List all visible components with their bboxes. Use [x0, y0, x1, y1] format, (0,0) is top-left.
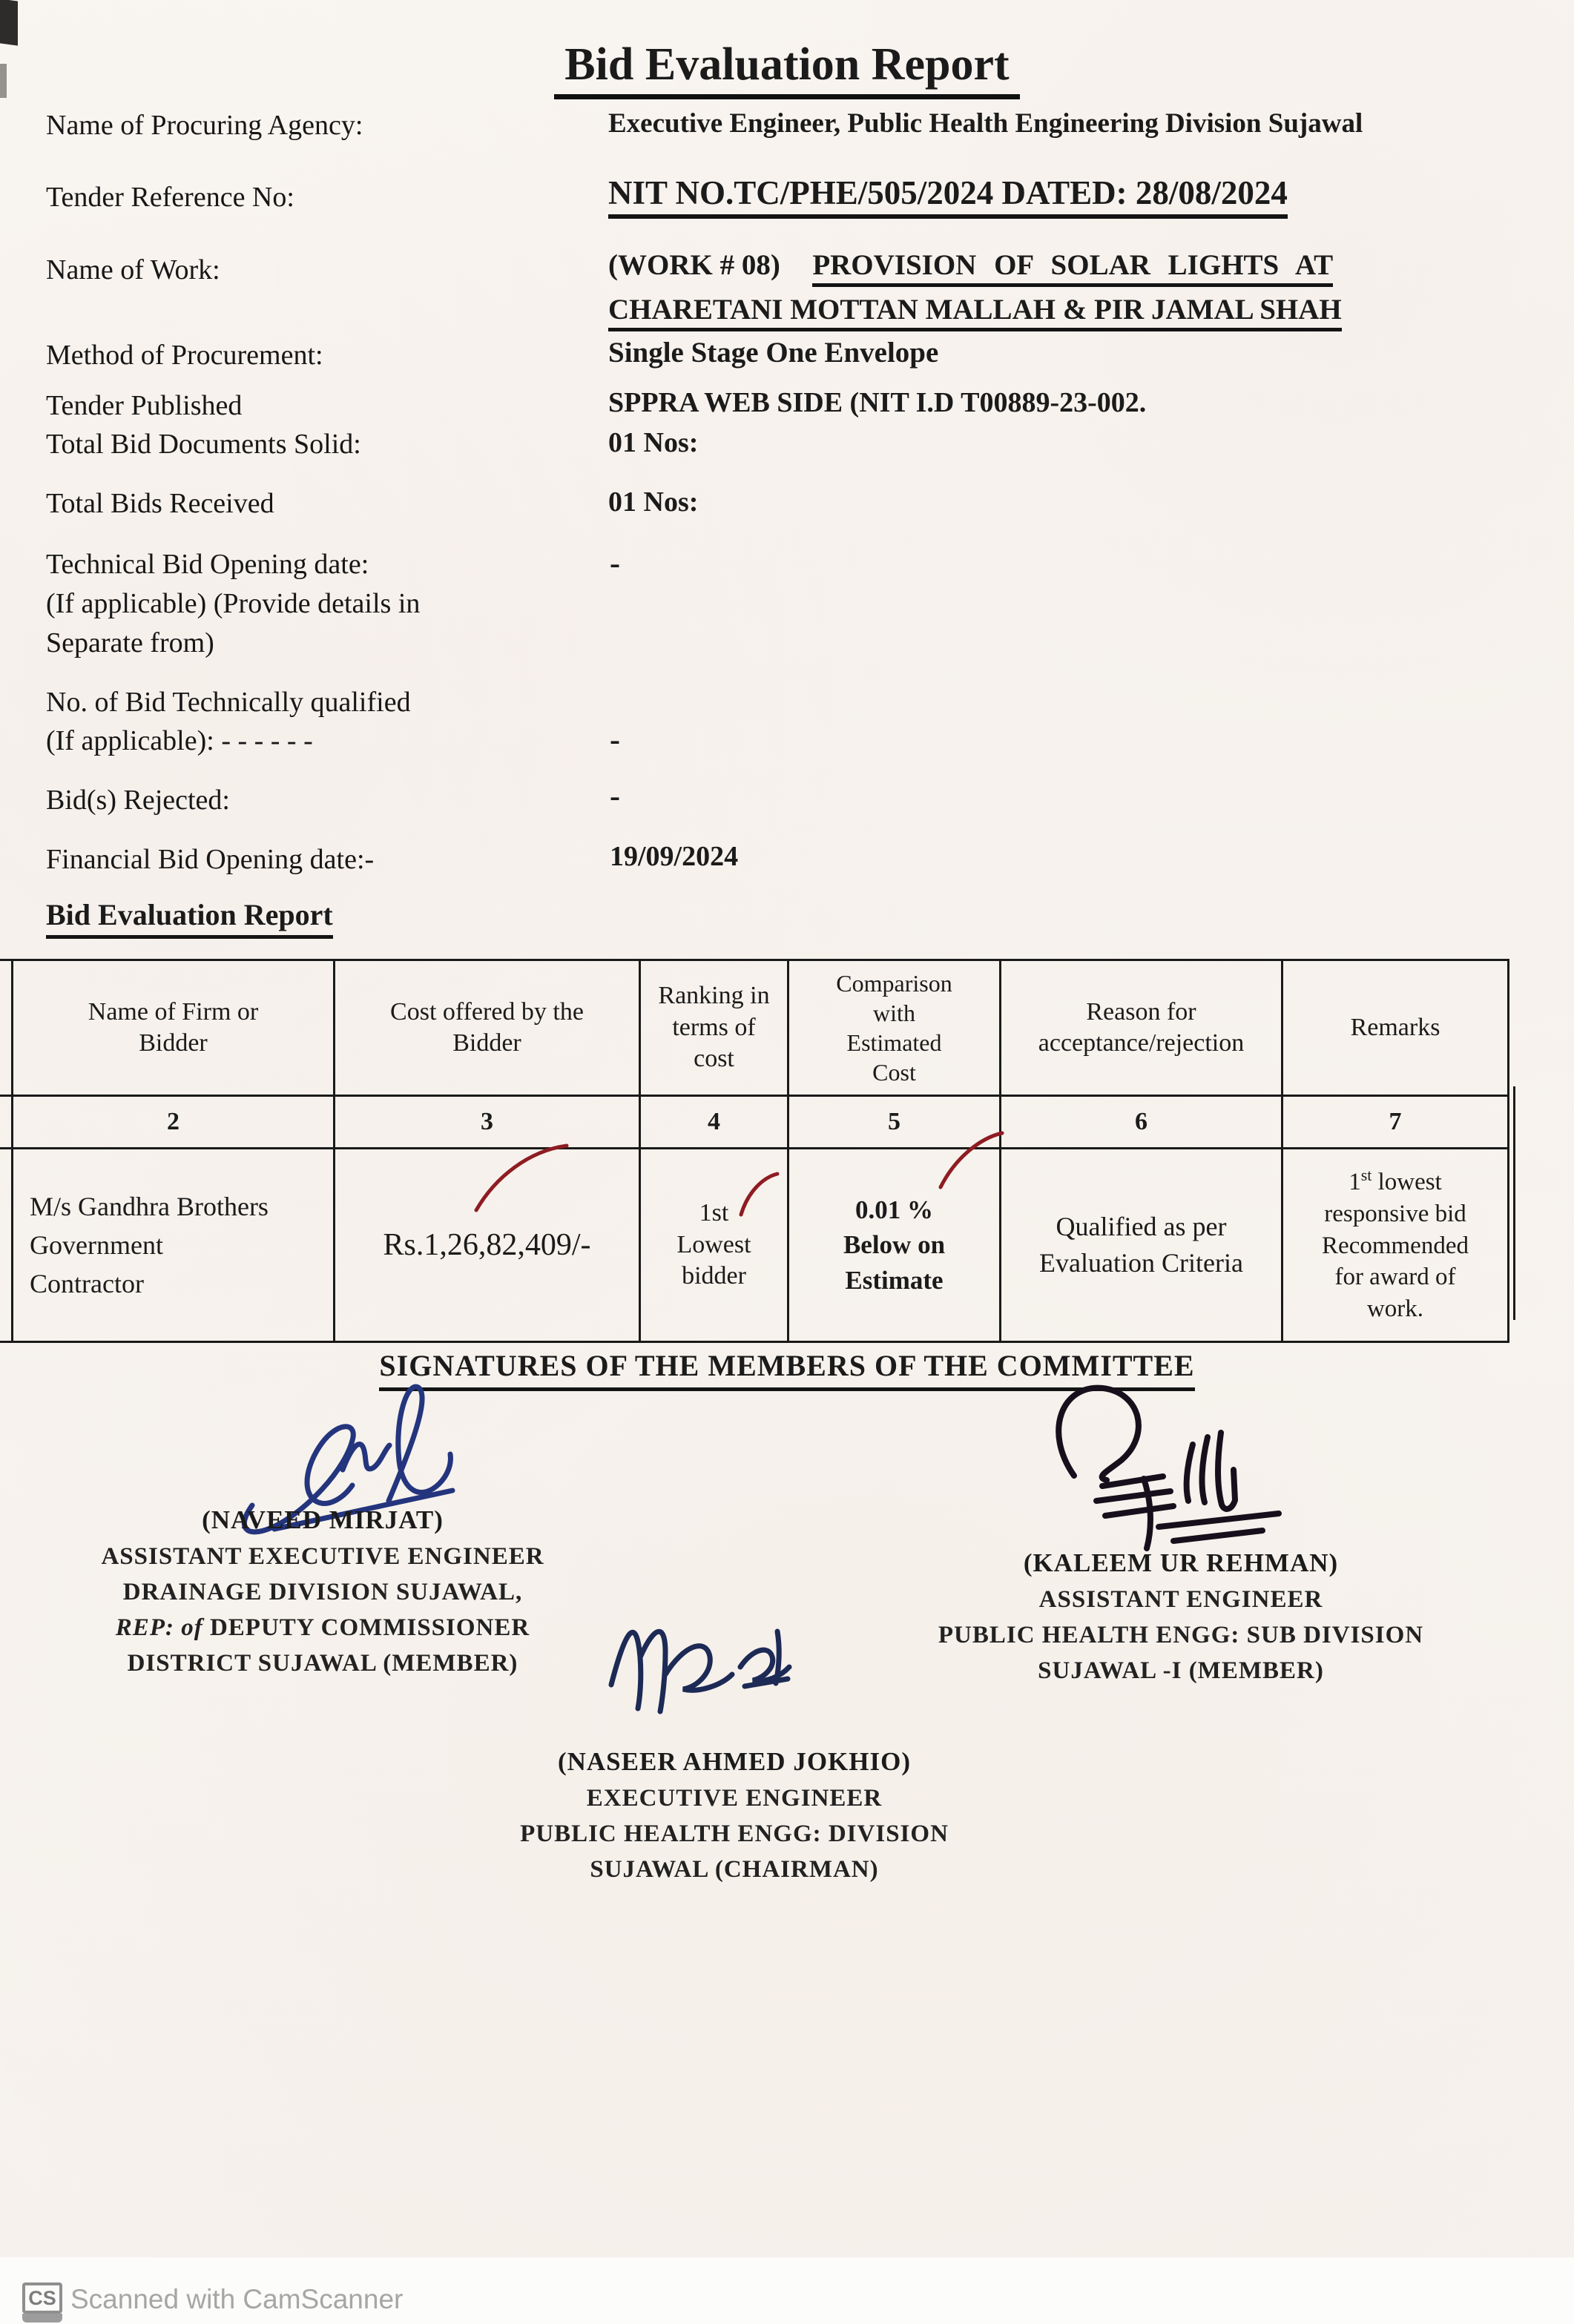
label-total-bids-received: Total Bids Received [46, 488, 274, 519]
label-bids-rejected: Bid(s) Rejected: [46, 785, 230, 816]
value-tender-ref: NIT NO.TC/PHE/505/2024 DATED: 28/08/2024 [608, 174, 1288, 219]
remarks-sup: st [1360, 1165, 1372, 1184]
header-firm-line: Bidder [139, 1029, 208, 1057]
label-tender-ref: Tender Reference No: [46, 182, 294, 213]
header-cost-line: Cost offered by the [390, 997, 584, 1026]
header-reason-line: acceptance/rejection [1038, 1029, 1245, 1057]
header-reason-line: Reason for [1086, 997, 1196, 1026]
chairman-role: SUJAWAL (CHAIRMAN) [590, 1856, 879, 1883]
cell-ranking-line: bidder [682, 1262, 746, 1290]
cell-remarks-line: for award of [1334, 1264, 1456, 1291]
label-tender-published: Tender Published [46, 390, 243, 421]
colnum-5: 5 [788, 1096, 1001, 1149]
cell-firm [13, 1149, 335, 1342]
page-title: Bid Evaluation Report [554, 39, 1019, 99]
header-ranking [640, 960, 788, 1096]
camscanner-logo-tab [22, 2314, 62, 2323]
cell-comparison-line: Estimate [845, 1265, 944, 1295]
colnum-6: 6 [1001, 1096, 1282, 1149]
remarks-sup-post: lowest [1372, 1168, 1442, 1195]
cell-remarks-line: work. [1366, 1295, 1424, 1323]
label-tech-qualified-1: No. of Bid Technically qualified [46, 687, 411, 718]
header-firm-line: Name of Firm or [88, 997, 259, 1026]
cell-serial [0, 1149, 13, 1342]
header-cost [335, 960, 640, 1096]
cell-reason-line: Qualified as per [1056, 1212, 1227, 1242]
header-remarks [1282, 960, 1509, 1096]
signatures-heading: SIGNATURES OF THE MEMBERS OF THE COMMITTEE [379, 1349, 1194, 1391]
cell-comparison-line: Below on [843, 1230, 946, 1260]
cell-ranking-line: Lowest [676, 1230, 751, 1258]
cell-cost: Rs.1,26,82,409/- [335, 1149, 640, 1342]
value-work-line2: CHARETANI MOTTAN MALLAH & PIR JAMAL SHAH [608, 294, 1342, 331]
header-ranking-line: terms of [672, 1013, 756, 1041]
signature-block-member1 [78, 1507, 567, 1687]
cell-remarks-line: Recommended [1322, 1232, 1469, 1259]
header-comparison-line: Estimated [846, 1029, 942, 1056]
member1-rep-italic: REP: of [115, 1614, 203, 1641]
colnum-4: 4 [640, 1096, 788, 1149]
label-name-of-work: Name of Work: [46, 254, 220, 285]
camscanner-watermark-text: Scanned with CamScanner [70, 2284, 404, 2314]
value-financial-opening: 19/09/2024 [610, 841, 739, 872]
value-bids-rejected: - [610, 779, 620, 813]
cell-remarks-line1 [1289, 1165, 1501, 1198]
member1-rep-line [78, 1616, 567, 1640]
chairman-division: PUBLIC HEALTH ENGG: DIVISION [520, 1820, 949, 1847]
chairman-name: (NASEER AHMED JOKHIO) [557, 1747, 912, 1776]
value-method: Single Stage One Envelope [608, 337, 939, 369]
value-tech-qualified: - [610, 723, 620, 757]
member2-division: PUBLIC HEALTH ENGG: SUB DIVISION [938, 1622, 1424, 1648]
cell-remarks-line: responsive bid [1324, 1200, 1466, 1227]
remarks-sup-pre: 1 [1349, 1168, 1361, 1195]
member1-division: DRAINAGE DIVISION SUJAWAL, [122, 1579, 523, 1605]
table-number-row [0, 1096, 1509, 1149]
header-firm [13, 960, 335, 1096]
value-tech-bid-opening: - [610, 547, 620, 581]
cell-reason-line: Evaluation Criteria [1039, 1248, 1243, 1278]
header-comparison-line: with [873, 1000, 915, 1026]
label-procuring-agency: Name of Procuring Agency: [46, 110, 363, 141]
signature-block-chairman [490, 1749, 979, 1893]
member1-rep-rest: DEPUTY COMMISSIONER [202, 1614, 530, 1641]
camscanner-logo-icon: CS [22, 2282, 62, 2314]
red-checkmark-cost [473, 1143, 570, 1214]
member2-role: SUJAWAL -I (MEMBER) [1038, 1657, 1324, 1684]
signature-naseer-ahmed-jokhio [593, 1587, 846, 1739]
cell-ranking-line: 1st [699, 1199, 729, 1227]
value-total-bids-received: 01 Nos: [608, 486, 699, 518]
cell-reason [1001, 1149, 1282, 1342]
header-remarks-line: Remarks [1350, 1013, 1440, 1041]
chairman-title: EXECUTIVE ENGINEER [586, 1785, 883, 1812]
table-section-heading: Bid Evaluation Report [46, 898, 333, 939]
red-checkmark-comparison [938, 1131, 1005, 1190]
value-tender-published: SPPRA WEB SIDE (NIT I.D T00889-23-002. [608, 387, 1147, 418]
label-financial-opening: Financial Bid Opening date:- [46, 844, 375, 875]
cell-comparison-line: 0.01 % [855, 1195, 933, 1225]
member2-name: (KALEEM UR REHMAN) [1023, 1548, 1339, 1577]
label-tech-bid-opening-1: Technical Bid Opening date: [46, 549, 369, 580]
label-tech-bid-opening-3: Separate from) [46, 627, 214, 658]
value-work-number: (WORK # 08) [608, 249, 780, 281]
member1-district: DISTRICT SUJAWAL (MEMBER) [127, 1650, 518, 1677]
header-comparison-line: Cost [872, 1059, 916, 1086]
header-reason [1001, 960, 1282, 1096]
value-procuring-agency: Executive Engineer, Public Health Engineering Division Sujawal [608, 108, 1363, 139]
table-right-edge-rule [1513, 1086, 1515, 1320]
header-serial [0, 960, 13, 1096]
cell-firm-line: M/s Gandhra Brothers [30, 1191, 269, 1221]
label-tech-bid-opening-2: (If applicable) (Provide details in [46, 588, 421, 619]
header-ranking-line: Ranking in [658, 982, 770, 1010]
bid-evaluation-table [0, 959, 1509, 1343]
member2-title: ASSISTANT ENGINEER [1038, 1586, 1323, 1613]
header-comparison-line: Comparison [836, 970, 952, 997]
cell-remarks [1282, 1149, 1509, 1342]
label-tech-qualified-2: (If applicable): - - - - - - [46, 725, 313, 756]
table-header-row [0, 960, 1509, 1096]
label-total-bid-docs: Total Bid Documents Solid: [46, 429, 361, 460]
colnum-serial [0, 1096, 13, 1149]
cell-firm-line: Contractor [30, 1269, 144, 1299]
header-cost-line: Bidder [452, 1029, 521, 1057]
signature-block-member2 [936, 1550, 1426, 1694]
value-work-line1: PROVISION OF SOLAR LIGHTS AT [812, 249, 1333, 287]
label-method: Method of Procurement: [46, 340, 323, 371]
member1-title: ASSISTANT EXECUTIVE ENGINEER [101, 1543, 544, 1570]
signature-kaleem-ur-rehman [1031, 1373, 1328, 1551]
colnum-3: 3 [335, 1096, 640, 1149]
red-checkmark-ranking [739, 1172, 780, 1218]
header-ranking-line: cost [694, 1045, 734, 1073]
colnum-2: 2 [13, 1096, 335, 1149]
cell-firm-line: Government [30, 1229, 163, 1260]
value-total-bid-docs: 01 Nos: [608, 427, 699, 458]
header-comparison [788, 960, 1001, 1096]
colnum-7: 7 [1282, 1096, 1509, 1149]
member1-name: (NAVEED MIRJAT) [202, 1505, 444, 1534]
